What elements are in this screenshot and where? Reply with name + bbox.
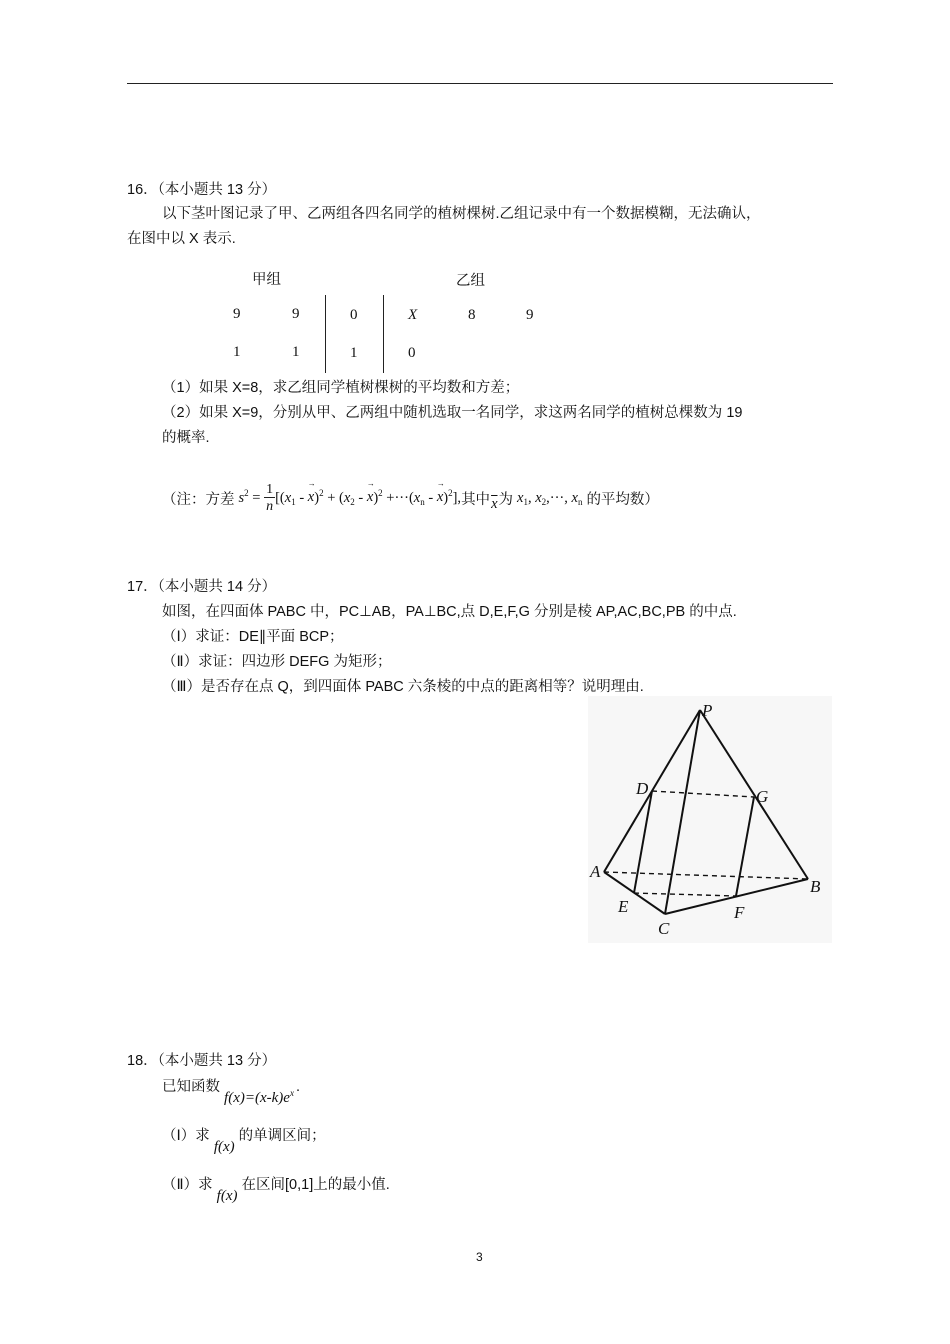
stem-divider-right xyxy=(383,295,384,373)
q18-part2-prefix: （Ⅱ）求 xyxy=(162,1177,213,1193)
note-prefix: （注：方差 xyxy=(162,491,235,508)
q18-part1-suffix: 的单调区间； xyxy=(238,1128,326,1144)
vertex-label-A: A xyxy=(590,862,601,881)
sample-list: $x_1$, $x_2,\cdot\cdot\cdot$, $x_n$ xyxy=(517,489,583,507)
q16-header: 16．（本小题共 13 分） xyxy=(127,182,277,198)
q18-intro: 已知函数 $f(x)=(x-k)e^x$ . xyxy=(162,1079,300,1106)
leaf-right-1-1: X xyxy=(408,307,418,323)
q18-part2-suffix: 在区间[0,1]上的最小值. xyxy=(241,1177,390,1193)
stem-2: 1 xyxy=(350,345,358,361)
q16-intro-line2: 在图中以 X 表示. xyxy=(127,231,236,247)
q16-part2-line2: 的概率. xyxy=(162,430,210,446)
q16-variance-note xyxy=(162,476,659,520)
note-suffix: 的平均数） xyxy=(586,491,659,508)
note-mid: 其中 xyxy=(461,491,491,508)
leaf-left-1-1: 9 xyxy=(233,306,241,322)
leaf-right-1-3: 9 xyxy=(526,307,534,323)
label-group-yi: 乙组 xyxy=(456,273,485,289)
q18-header: 18．（本小题共 13 分） xyxy=(127,1053,277,1069)
leaf-left-2-1: 1 xyxy=(233,344,241,360)
frac-den: n xyxy=(266,498,274,514)
leaf-right-2-1: 0 xyxy=(408,345,416,361)
stem-divider-left xyxy=(325,295,326,373)
q18-intro-text: 已知函数 xyxy=(162,1079,220,1095)
q17-part2: （Ⅱ）求证：四边形 DEFG 为矩形； xyxy=(162,654,392,670)
q17-intro: 如图，在四面体 PABC 中，PC⊥AB，PA⊥BC,点 D,E,F,G 分别是棱 AP,AC,BC,PB 的中点. xyxy=(162,604,737,620)
q18-part2-fx: f(x) xyxy=(216,1188,238,1204)
vertex-label-P: P xyxy=(702,701,713,720)
vertex-label-C: C xyxy=(658,919,670,938)
q17-header: 17．（本小题共 14 分） xyxy=(127,579,277,595)
stem-1: 0 xyxy=(350,307,358,323)
function-exponent: x xyxy=(289,1088,294,1098)
q18-part1-fx: f(x) xyxy=(213,1139,235,1155)
leaf-right-1-2: 8 xyxy=(468,307,476,323)
function-expression: f(x)=(x-k)e xyxy=(224,1090,290,1106)
page-number: 3 xyxy=(476,1250,483,1264)
q18-part2 xyxy=(162,1173,390,1204)
variance-formula: $s^2$ = $\frac{1}{n}$ [($x_1$ - → $x)^2 + (x_2$ - → $x)^2 +\cdot\cdot\cdot(x_n$ - → x)$^2$], xyxy=(239,483,462,514)
q18-part1-prefix: （Ⅰ）求 xyxy=(162,1128,210,1144)
vertex-label-B: B xyxy=(810,877,821,896)
label-group-jia: 甲组 xyxy=(252,272,281,288)
q18-part1 xyxy=(162,1124,326,1155)
q16-intro-line1: 以下茎叶图记录了甲、乙两组各四名同学的植树棵树.乙组记录中有一个数据模糊，无法确认， xyxy=(162,206,761,222)
tetrahedron-figure xyxy=(588,696,832,943)
mean-x-bar: $\overline{x}$ xyxy=(491,495,498,512)
leaf-left-1-2: 9 xyxy=(292,306,300,322)
var-s: s xyxy=(238,489,245,506)
vertex-label-D: D xyxy=(636,779,649,798)
q18-function-def xyxy=(224,1090,294,1106)
leaf-left-2-2: 1 xyxy=(292,344,300,360)
q16-part1: （1）如果 X=8，求乙组同学植树棵树的平均数和方差； xyxy=(162,380,520,396)
q16-part2-line1: （2）如果 X=9，分别从甲、乙两组中随机选取一名同学，求这两名同学的植树总棵数为 19 xyxy=(162,405,743,421)
vertex-label-E: E xyxy=(618,897,629,916)
fraction-1-over-n xyxy=(264,483,275,514)
vertex-label-G: G xyxy=(756,787,769,806)
header-rule xyxy=(127,83,833,84)
vertex-label-F: F xyxy=(734,903,745,922)
note-avg-of: 为 xyxy=(498,491,513,508)
frac-num: 1 xyxy=(266,481,274,497)
q17-part3: （Ⅲ）是否存在点 Q，到四面体 PABC 六条棱的中点的距离相等？说明理由. xyxy=(162,679,644,695)
q17-part1: （Ⅰ）求证：DE∥平面 BCP； xyxy=(162,629,344,645)
